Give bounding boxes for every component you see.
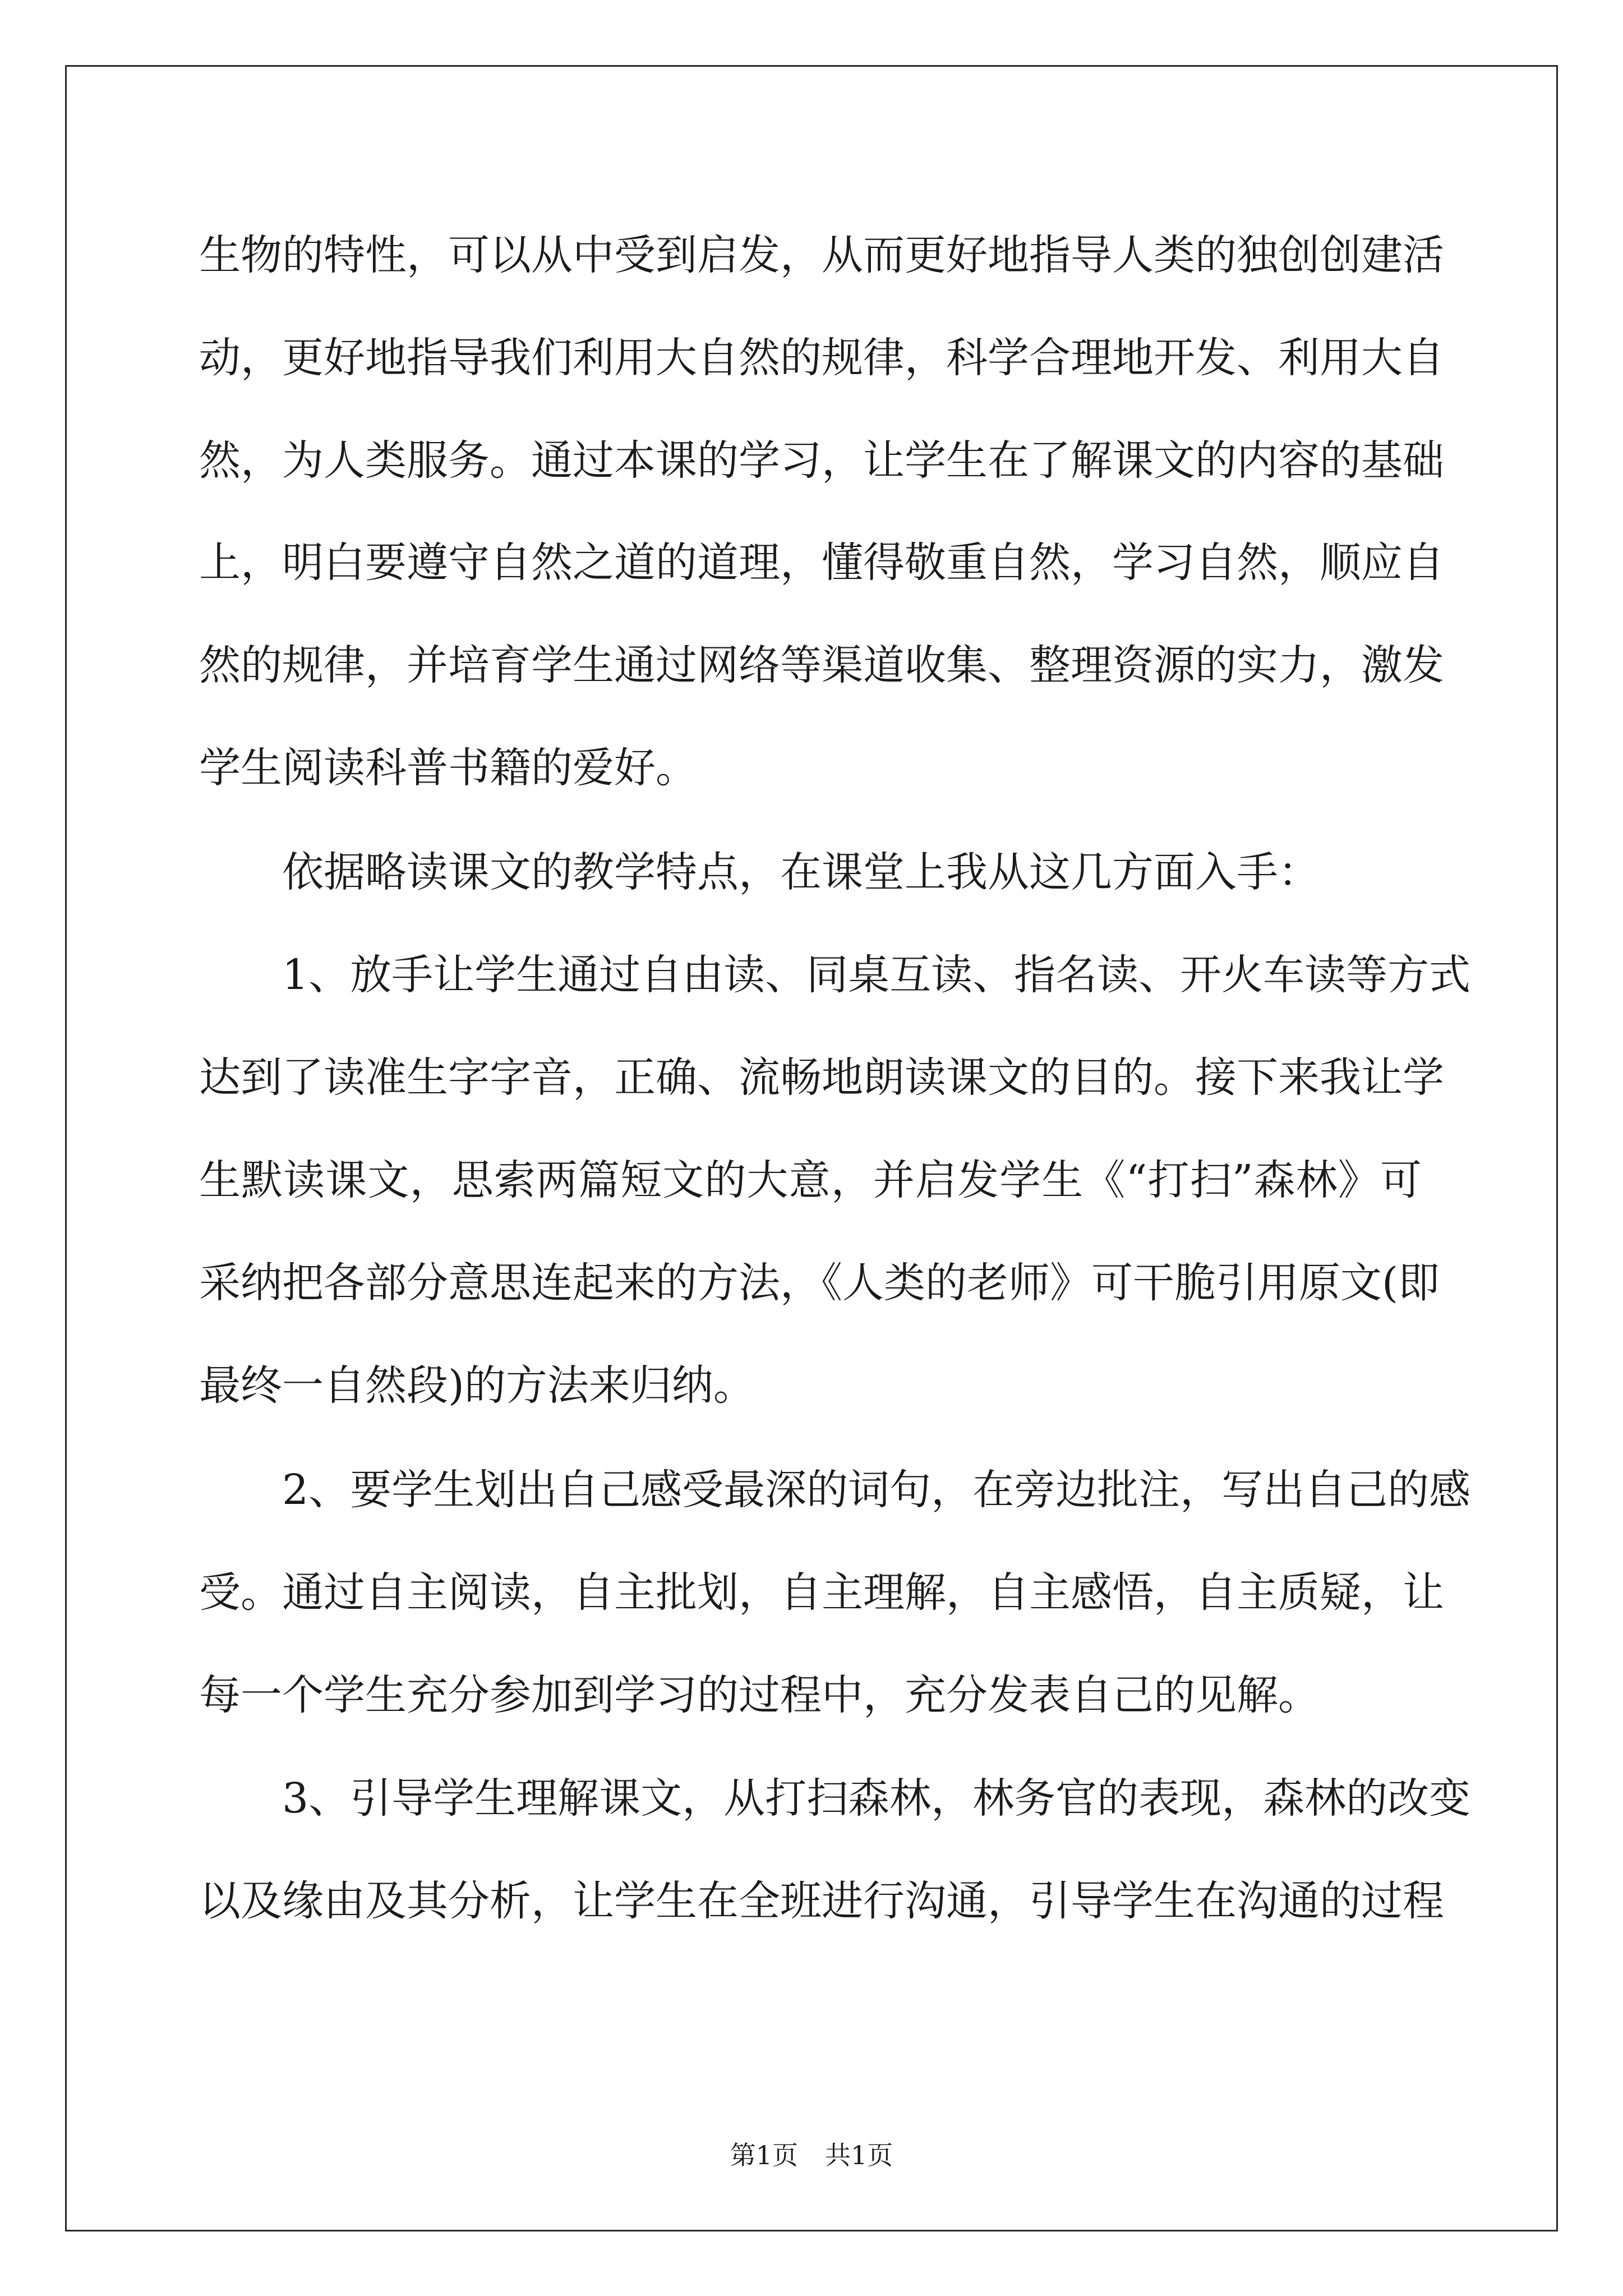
text-line: 达到了读准生字字音，正确、流畅地朗读课文的目的。接下来我让学 [199,1053,1444,1102]
text-line: 3、引导学生理解课文，从打扫森林，林务官的表现，森林的改变 [282,1774,1471,1823]
page-number: 第1页 [730,2140,798,2170]
page-total: 共1页 [825,2140,893,2170]
text-line: 然的规律，并培育学生通过网络等渠道收集、整理资源的实力，激发 [199,641,1444,689]
text-line: 以及缘由及其分析，让学生在全班进行沟通，引导学生在沟通的过程 [199,1877,1444,1925]
text-line: 生物的特性，可以从中受到启发，从而更好地指导人类的独创创建活 [199,231,1444,279]
text-line: 1、放手让学生通过自由读、同桌互读、指名读、开火车读等方式 [282,951,1471,999]
text-line: 依据略读课文的教学特点，在课堂上我从这几方面入手： [282,848,1320,896]
page-footer [0,2138,1623,2172]
text-line: 每一个学生充分参加到学习的过程中，充分发表自己的见解。 [199,1671,1320,1719]
text-line: 然，为人类服务。通过本课的学习，让学生在了解课文的内容的基础 [199,436,1444,485]
text-line: 采纳把各部分意思连起来的方法，《人类的老师》可干脆引用原文(即 [199,1259,1440,1307]
text-line: 上，明白要遵守自然之道的道理，懂得敬重自然，学习自然，顺应自 [199,539,1444,587]
text-line: 2、要学生划出自己感受最深的词句，在旁边批注，写出自己的感 [282,1466,1471,1514]
text-line: 受。通过自主阅读，自主批划，自主理解，自主感悟，自主质疑，让 [199,1568,1444,1617]
text-line: 动，更好地指导我们利用大自然的规律，科学合理地开发、利用大自 [199,334,1444,382]
text-line: 学生阅读科普书籍的爱好。 [199,744,697,792]
text-line: 最终一自然段)的方法来归纳。 [199,1361,755,1410]
text-line: 生默读课文，思索两篇短文的大意，并启发学生《“打扫”森林》可 [199,1156,1422,1204]
